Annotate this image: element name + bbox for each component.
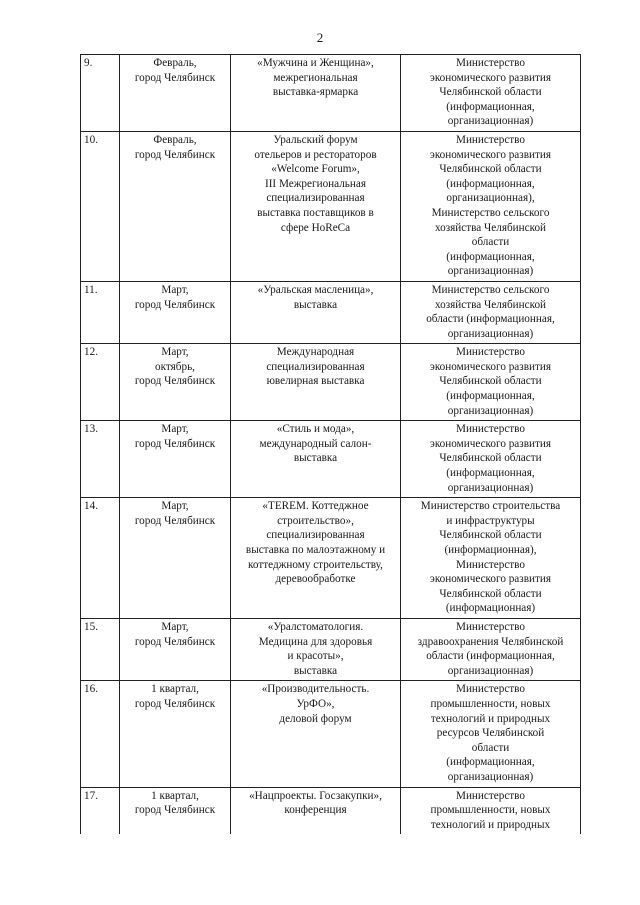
date-place-text: 1 квартал, город Челябинск: [134, 789, 216, 817]
row-number: 13.: [81, 421, 120, 498]
event-cell: [231, 55, 401, 132]
table-row: [81, 55, 581, 132]
event-text: Уральский форум отельеров и рестораторов «Welcome Forum», III Межрегиональная специализированная выставка поставщиков в сфере HoReCa: [254, 133, 377, 234]
date-place-text: Март, город Челябинск: [134, 423, 216, 450]
events-table-body: [81, 55, 581, 835]
organizer-text: Министерство промышленности, новых технологий и природных: [430, 789, 551, 831]
event-cell: [231, 498, 401, 619]
date-place-cell: [120, 681, 231, 787]
row-number: 14.: [81, 498, 120, 619]
date-place-cell: [120, 498, 231, 619]
date-place-cell: [120, 787, 231, 834]
row-number: 17.: [81, 787, 120, 834]
organizer-cell: [401, 618, 581, 680]
table-row: [81, 787, 581, 834]
row-number: 15.: [81, 618, 120, 680]
organizer-cell: [401, 421, 581, 498]
event-text: «Производительность. УрФО», деловой форум: [261, 683, 370, 725]
event-text: Международная специализированная ювелирная выставка: [266, 346, 365, 388]
row-number: 10.: [81, 131, 120, 281]
event-text: «Уралстоматология. Медицина для здоровья и красоты», выставка: [258, 620, 373, 677]
event-text: «Мужчина и Женщина», межрегиональная выставка-ярмарка: [257, 57, 374, 99]
organizer-cell: [401, 281, 581, 343]
table-row: [81, 131, 581, 281]
organizer-cell: [401, 344, 581, 421]
event-text: «Уральская масленица», выставка: [257, 283, 374, 311]
date-place-text: Февраль, город Челябинск: [134, 133, 216, 161]
date-place-cell: [120, 131, 231, 281]
organizer-text: Министерство здравоохранения Челябинской области (информационная, организационная): [417, 620, 564, 677]
table-row: [81, 344, 581, 421]
date-place-cell: [120, 618, 231, 680]
organizer-text: Министерство экономического развития Челябинской области (информационная, организационная): [430, 423, 551, 494]
table-row: [81, 618, 581, 680]
date-place-text: Март, город Челябинск: [134, 283, 216, 311]
organizer-text: Министерство экономического развития Челябинской области (информационная, организационная): [430, 57, 551, 128]
date-place-text: Март, город Челябинск: [134, 500, 216, 527]
organizer-text: Министерство строительства и инфраструктуры Челябинской области (информационная), Министерство экономического развития Челябинской области (информационная): [420, 500, 561, 615]
organizer-text: Министерство сельского хозяйства Челябинской области (информационная, организационная): [426, 283, 555, 340]
date-place-cell: [120, 344, 231, 421]
row-number: 12.: [81, 344, 120, 421]
event-cell: [231, 131, 401, 281]
organizer-cell: [401, 681, 581, 787]
table-row: [81, 421, 581, 498]
table-row: [81, 498, 581, 619]
page-number: 2: [316, 30, 324, 45]
organizer-cell: [401, 498, 581, 619]
event-text: «TEREM. Коттеджное строительство», специализированная выставка по малоэтажному и коттеджному строительству, деревообработке: [245, 500, 386, 586]
date-place-text: Март, октябрь, город Челябинск: [134, 346, 216, 388]
row-number: 11.: [81, 281, 120, 343]
table-row: [81, 681, 581, 787]
organizer-text: Министерство экономического развития Челябинской области (информационная, организационная), Министерство сельского хозяйства Челябинской области (информационная, организационная): [430, 133, 551, 278]
row-number: 16.: [81, 681, 120, 787]
date-place-text: Февраль, город Челябинск: [134, 57, 216, 84]
event-text: «Стиль и мода», международный салон- выставка: [259, 423, 372, 465]
event-cell: [231, 681, 401, 787]
organizer-text: Министерство экономического развития Челябинской области (информационная, организационная): [430, 346, 551, 417]
date-place-cell: [120, 55, 231, 132]
events-table: [80, 54, 581, 834]
organizer-text: Министерство промышленности, новых технологий и природных ресурсов Челябинской области (информационная, организационная): [430, 683, 551, 783]
event-cell: [231, 618, 401, 680]
event-cell: [231, 281, 401, 343]
organizer-cell: [401, 131, 581, 281]
event-text: «Нацпроекты. Госзакупки», конференция: [249, 789, 382, 817]
date-place-text: Март, город Челябинск: [134, 620, 216, 648]
date-place-cell: [120, 281, 231, 343]
organizer-cell: [401, 787, 581, 834]
row-number: 9.: [81, 55, 120, 132]
event-cell: [231, 344, 401, 421]
organizer-cell: [401, 55, 581, 132]
event-cell: [231, 787, 401, 834]
date-place-text: 1 квартал, город Челябинск: [134, 683, 216, 710]
event-cell: [231, 421, 401, 498]
table-row: [81, 281, 581, 343]
date-place-cell: [120, 421, 231, 498]
